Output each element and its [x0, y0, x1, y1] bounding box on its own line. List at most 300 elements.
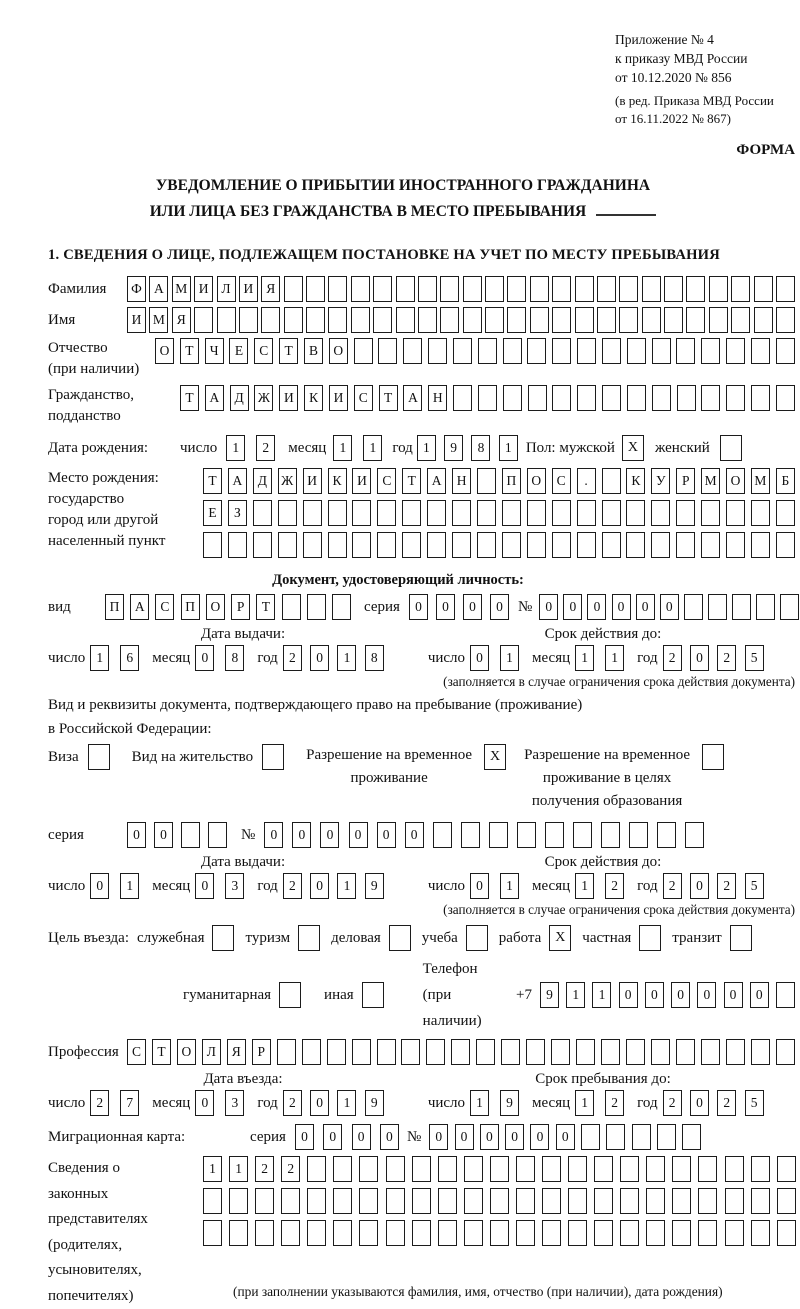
char-cell[interactable]: 0	[539, 594, 558, 620]
char-cell[interactable]: А	[205, 385, 224, 411]
char-cell[interactable]: 0	[429, 1124, 448, 1150]
char-cell[interactable]: 2	[663, 645, 682, 671]
purpose-study-checkbox[interactable]	[466, 925, 488, 951]
char-cell[interactable]: 2	[256, 435, 275, 461]
char-cell[interactable]	[373, 276, 392, 302]
char-cell[interactable]	[677, 385, 696, 411]
char-cell[interactable]: 1	[499, 435, 518, 461]
char-cell[interactable]	[396, 276, 415, 302]
char-cell[interactable]	[527, 500, 546, 526]
char-cell[interactable]	[642, 276, 661, 302]
char-cell[interactable]	[597, 307, 616, 333]
char-cell[interactable]: Н	[452, 468, 471, 494]
char-cell[interactable]	[527, 338, 546, 364]
char-cell[interactable]	[657, 1124, 676, 1150]
char-cell[interactable]	[776, 982, 795, 1008]
char-cell[interactable]	[776, 276, 795, 302]
char-cell[interactable]: 0	[320, 822, 339, 848]
char-cell[interactable]: 0	[405, 822, 424, 848]
char-cell[interactable]: 0	[436, 594, 455, 620]
char-cell[interactable]	[386, 1156, 405, 1182]
char-cell[interactable]: Р	[676, 468, 695, 494]
char-cell[interactable]	[709, 307, 728, 333]
char-cell[interactable]: 0	[660, 594, 679, 620]
char-cell[interactable]: 0	[455, 1124, 474, 1150]
char-cell[interactable]: Р	[252, 1039, 271, 1065]
char-cell[interactable]	[701, 500, 720, 526]
char-cell[interactable]	[568, 1188, 587, 1214]
char-cell[interactable]	[676, 500, 695, 526]
char-cell[interactable]	[386, 1188, 405, 1214]
char-cell[interactable]	[373, 307, 392, 333]
char-cell[interactable]	[194, 307, 213, 333]
char-cell[interactable]	[351, 276, 370, 302]
char-cell[interactable]: М	[172, 276, 191, 302]
char-cell[interactable]	[602, 532, 621, 558]
char-cell[interactable]	[751, 1188, 770, 1214]
char-cell[interactable]: Я	[172, 307, 191, 333]
char-cell[interactable]	[686, 276, 705, 302]
char-cell[interactable]	[601, 1039, 620, 1065]
char-cell[interactable]: 1	[363, 435, 382, 461]
char-cell[interactable]	[333, 1188, 352, 1214]
char-cell[interactable]: 9	[365, 1090, 384, 1116]
char-cell[interactable]	[517, 822, 536, 848]
char-cell[interactable]: И	[329, 385, 348, 411]
char-cell[interactable]	[503, 385, 522, 411]
char-cell[interactable]	[545, 822, 564, 848]
char-cell[interactable]: 0	[292, 822, 311, 848]
char-cell[interactable]	[503, 338, 522, 364]
char-cell[interactable]: А	[130, 594, 149, 620]
char-cell[interactable]	[328, 307, 347, 333]
char-cell[interactable]: 1	[226, 435, 245, 461]
char-cell[interactable]	[485, 307, 504, 333]
char-cell[interactable]	[602, 385, 621, 411]
char-cell[interactable]	[427, 532, 446, 558]
char-cell[interactable]	[594, 1156, 613, 1182]
char-cell[interactable]	[576, 1039, 595, 1065]
char-cell[interactable]: Е	[229, 338, 248, 364]
char-cell[interactable]	[303, 532, 322, 558]
char-cell[interactable]	[528, 385, 547, 411]
char-cell[interactable]	[333, 1156, 352, 1182]
char-cell[interactable]: 1	[120, 873, 139, 899]
char-cell[interactable]	[452, 500, 471, 526]
char-cell[interactable]	[452, 532, 471, 558]
char-cell[interactable]: А	[149, 276, 168, 302]
char-cell[interactable]	[626, 532, 645, 558]
char-cell[interactable]	[672, 1188, 691, 1214]
char-cell[interactable]	[698, 1220, 717, 1246]
char-cell[interactable]	[477, 468, 496, 494]
char-cell[interactable]	[478, 338, 497, 364]
char-cell[interactable]: 6	[120, 645, 139, 671]
char-cell[interactable]: Я	[227, 1039, 246, 1065]
char-cell[interactable]	[284, 276, 303, 302]
char-cell[interactable]	[651, 500, 670, 526]
char-cell[interactable]: С	[552, 468, 571, 494]
char-cell[interactable]: 0	[195, 1090, 214, 1116]
char-cell[interactable]	[620, 1156, 639, 1182]
char-cell[interactable]	[463, 276, 482, 302]
char-cell[interactable]	[426, 1039, 445, 1065]
char-cell[interactable]	[651, 1039, 670, 1065]
char-cell[interactable]	[261, 307, 280, 333]
char-cell[interactable]	[418, 276, 437, 302]
char-cell[interactable]: 0	[470, 873, 489, 899]
char-cell[interactable]	[359, 1220, 378, 1246]
char-cell[interactable]: 0	[724, 982, 743, 1008]
char-cell[interactable]: 1	[337, 645, 356, 671]
char-cell[interactable]: И	[279, 385, 298, 411]
char-cell[interactable]: 0	[195, 645, 214, 671]
char-cell[interactable]: С	[155, 594, 174, 620]
char-cell[interactable]	[440, 276, 459, 302]
char-cell[interactable]: А	[403, 385, 422, 411]
char-cell[interactable]: Т	[402, 468, 421, 494]
char-cell[interactable]: 0	[645, 982, 664, 1008]
char-cell[interactable]	[386, 1220, 405, 1246]
char-cell[interactable]: 2	[605, 873, 624, 899]
char-cell[interactable]	[412, 1220, 431, 1246]
char-cell[interactable]	[597, 276, 616, 302]
char-cell[interactable]	[228, 532, 247, 558]
char-cell[interactable]	[780, 594, 799, 620]
char-cell[interactable]: 1	[566, 982, 585, 1008]
char-cell[interactable]	[485, 276, 504, 302]
char-cell[interactable]: .	[577, 468, 596, 494]
char-cell[interactable]: 0	[750, 982, 769, 1008]
char-cell[interactable]	[440, 307, 459, 333]
char-cell[interactable]	[594, 1188, 613, 1214]
char-cell[interactable]	[708, 594, 727, 620]
char-cell[interactable]	[676, 532, 695, 558]
char-cell[interactable]	[751, 1039, 770, 1065]
char-cell[interactable]	[418, 307, 437, 333]
char-cell[interactable]	[229, 1220, 248, 1246]
char-cell[interactable]	[463, 307, 482, 333]
char-cell[interactable]	[530, 307, 549, 333]
char-cell[interactable]	[352, 1039, 371, 1065]
char-cell[interactable]	[751, 1156, 770, 1182]
char-cell[interactable]	[217, 307, 236, 333]
char-cell[interactable]	[751, 338, 770, 364]
char-cell[interactable]: К	[304, 385, 323, 411]
char-cell[interactable]: О	[527, 468, 546, 494]
char-cell[interactable]: С	[377, 468, 396, 494]
visa-checkbox[interactable]	[88, 744, 110, 770]
char-cell[interactable]	[527, 532, 546, 558]
char-cell[interactable]	[575, 307, 594, 333]
char-cell[interactable]	[552, 276, 571, 302]
char-cell[interactable]: 0	[352, 1124, 371, 1150]
char-cell[interactable]	[646, 1156, 665, 1182]
char-cell[interactable]	[685, 822, 704, 848]
char-cell[interactable]	[453, 338, 472, 364]
char-cell[interactable]: И	[239, 276, 258, 302]
char-cell[interactable]	[672, 1156, 691, 1182]
char-cell[interactable]: 1	[575, 1090, 594, 1116]
char-cell[interactable]	[542, 1220, 561, 1246]
char-cell[interactable]	[651, 532, 670, 558]
char-cell[interactable]: 9	[540, 982, 559, 1008]
char-cell[interactable]: Д	[253, 468, 272, 494]
char-cell[interactable]: 1	[337, 873, 356, 899]
char-cell[interactable]	[303, 500, 322, 526]
char-cell[interactable]: 7	[120, 1090, 139, 1116]
char-cell[interactable]: 1	[575, 645, 594, 671]
char-cell[interactable]	[542, 1188, 561, 1214]
char-cell[interactable]: Ч	[205, 338, 224, 364]
char-cell[interactable]	[278, 500, 297, 526]
char-cell[interactable]	[328, 532, 347, 558]
char-cell[interactable]: В	[304, 338, 323, 364]
char-cell[interactable]	[203, 1220, 222, 1246]
char-cell[interactable]	[476, 1039, 495, 1065]
char-cell[interactable]: И	[194, 276, 213, 302]
char-cell[interactable]: 9	[500, 1090, 519, 1116]
char-cell[interactable]: Т	[279, 338, 298, 364]
char-cell[interactable]: 2	[90, 1090, 109, 1116]
char-cell[interactable]: 0	[264, 822, 283, 848]
char-cell[interactable]	[552, 307, 571, 333]
char-cell[interactable]: М	[701, 468, 720, 494]
char-cell[interactable]	[181, 822, 200, 848]
char-cell[interactable]	[698, 1156, 717, 1182]
char-cell[interactable]: 8	[471, 435, 490, 461]
char-cell[interactable]	[306, 307, 325, 333]
char-cell[interactable]: 2	[255, 1156, 274, 1182]
char-cell[interactable]	[552, 338, 571, 364]
char-cell[interactable]: 0	[310, 1090, 329, 1116]
char-cell[interactable]	[490, 1156, 509, 1182]
char-cell[interactable]	[664, 276, 683, 302]
char-cell[interactable]: О	[155, 338, 174, 364]
char-cell[interactable]: П	[502, 468, 521, 494]
char-cell[interactable]	[657, 822, 676, 848]
temp-residence-education-checkbox[interactable]	[702, 744, 724, 770]
char-cell[interactable]: 2	[283, 1090, 302, 1116]
char-cell[interactable]	[726, 385, 745, 411]
char-cell[interactable]: 0	[671, 982, 690, 1008]
char-cell[interactable]: З	[228, 500, 247, 526]
char-cell[interactable]	[412, 1156, 431, 1182]
char-cell[interactable]	[277, 1039, 296, 1065]
char-cell[interactable]	[461, 822, 480, 848]
char-cell[interactable]	[351, 307, 370, 333]
char-cell[interactable]	[501, 1039, 520, 1065]
char-cell[interactable]: К	[626, 468, 645, 494]
char-cell[interactable]	[328, 500, 347, 526]
char-cell[interactable]	[701, 338, 720, 364]
char-cell[interactable]	[646, 1188, 665, 1214]
char-cell[interactable]: Б	[776, 468, 795, 494]
char-cell[interactable]: А	[427, 468, 446, 494]
char-cell[interactable]: П	[181, 594, 200, 620]
char-cell[interactable]	[725, 1156, 744, 1182]
char-cell[interactable]: 2	[283, 873, 302, 899]
char-cell[interactable]: 1	[500, 645, 519, 671]
char-cell[interactable]: 8	[365, 645, 384, 671]
char-cell[interactable]	[332, 594, 351, 620]
char-cell[interactable]	[451, 1039, 470, 1065]
char-cell[interactable]	[203, 1188, 222, 1214]
char-cell[interactable]	[619, 307, 638, 333]
char-cell[interactable]	[601, 822, 620, 848]
char-cell[interactable]	[403, 338, 422, 364]
char-cell[interactable]	[776, 500, 795, 526]
char-cell[interactable]	[777, 1156, 796, 1182]
char-cell[interactable]	[627, 385, 646, 411]
char-cell[interactable]	[575, 276, 594, 302]
char-cell[interactable]	[606, 1124, 625, 1150]
char-cell[interactable]	[751, 532, 770, 558]
char-cell[interactable]: 0	[690, 645, 709, 671]
char-cell[interactable]: 3	[225, 1090, 244, 1116]
char-cell[interactable]	[776, 532, 795, 558]
char-cell[interactable]: О	[726, 468, 745, 494]
char-cell[interactable]	[602, 500, 621, 526]
char-cell[interactable]: 1	[229, 1156, 248, 1182]
char-cell[interactable]: 0	[127, 822, 146, 848]
char-cell[interactable]	[229, 1188, 248, 1214]
char-cell[interactable]: 3	[225, 873, 244, 899]
char-cell[interactable]	[777, 1188, 796, 1214]
char-cell[interactable]: Л	[217, 276, 236, 302]
char-cell[interactable]	[652, 338, 671, 364]
char-cell[interactable]	[731, 307, 750, 333]
purpose-other-checkbox[interactable]	[362, 982, 384, 1008]
char-cell[interactable]	[490, 1188, 509, 1214]
char-cell[interactable]: П	[105, 594, 124, 620]
char-cell[interactable]: 0	[690, 1090, 709, 1116]
temp-residence-checkbox[interactable]: X	[484, 744, 506, 770]
char-cell[interactable]	[632, 1124, 651, 1150]
char-cell[interactable]	[377, 500, 396, 526]
purpose-humanitarian-checkbox[interactable]	[279, 982, 301, 1008]
char-cell[interactable]	[284, 307, 303, 333]
char-cell[interactable]: 0	[505, 1124, 524, 1150]
char-cell[interactable]: Д	[230, 385, 249, 411]
char-cell[interactable]: 0	[295, 1124, 314, 1150]
char-cell[interactable]	[516, 1188, 535, 1214]
char-cell[interactable]	[629, 822, 648, 848]
char-cell[interactable]	[464, 1156, 483, 1182]
char-cell[interactable]	[352, 500, 371, 526]
char-cell[interactable]: Т	[379, 385, 398, 411]
char-cell[interactable]	[239, 307, 258, 333]
char-cell[interactable]: 1	[500, 873, 519, 899]
char-cell[interactable]	[725, 1220, 744, 1246]
char-cell[interactable]: Л	[202, 1039, 221, 1065]
char-cell[interactable]	[530, 276, 549, 302]
char-cell[interactable]: Т	[256, 594, 275, 620]
char-cell[interactable]	[642, 307, 661, 333]
char-cell[interactable]	[402, 500, 421, 526]
char-cell[interactable]: 0	[690, 873, 709, 899]
char-cell[interactable]	[551, 1039, 570, 1065]
char-cell[interactable]	[676, 338, 695, 364]
char-cell[interactable]: С	[254, 338, 273, 364]
char-cell[interactable]	[255, 1220, 274, 1246]
char-cell[interactable]	[281, 1188, 300, 1214]
char-cell[interactable]	[602, 468, 621, 494]
char-cell[interactable]	[620, 1220, 639, 1246]
char-cell[interactable]: Е	[203, 500, 222, 526]
char-cell[interactable]	[754, 307, 773, 333]
char-cell[interactable]	[396, 307, 415, 333]
char-cell[interactable]: 1	[203, 1156, 222, 1182]
char-cell[interactable]: К	[328, 468, 347, 494]
char-cell[interactable]	[686, 307, 705, 333]
char-cell[interactable]: 2	[605, 1090, 624, 1116]
char-cell[interactable]: 2	[663, 873, 682, 899]
char-cell[interactable]: 0	[380, 1124, 399, 1150]
char-cell[interactable]	[377, 532, 396, 558]
char-cell[interactable]: Ж	[278, 468, 297, 494]
char-cell[interactable]: 0	[619, 982, 638, 1008]
char-cell[interactable]: 8	[225, 645, 244, 671]
char-cell[interactable]	[208, 822, 227, 848]
char-cell[interactable]	[354, 338, 373, 364]
char-cell[interactable]	[726, 338, 745, 364]
char-cell[interactable]	[253, 532, 272, 558]
char-cell[interactable]	[726, 1039, 745, 1065]
char-cell[interactable]	[751, 385, 770, 411]
char-cell[interactable]	[568, 1156, 587, 1182]
char-cell[interactable]: Ф	[127, 276, 146, 302]
char-cell[interactable]	[577, 338, 596, 364]
char-cell[interactable]: Т	[203, 468, 222, 494]
char-cell[interactable]: Т	[180, 385, 199, 411]
char-cell[interactable]	[464, 1188, 483, 1214]
char-cell[interactable]	[577, 532, 596, 558]
char-cell[interactable]	[359, 1188, 378, 1214]
char-cell[interactable]	[438, 1188, 457, 1214]
char-cell[interactable]	[306, 276, 325, 302]
char-cell[interactable]	[401, 1039, 420, 1065]
char-cell[interactable]	[516, 1220, 535, 1246]
char-cell[interactable]: О	[206, 594, 225, 620]
char-cell[interactable]	[627, 338, 646, 364]
char-cell[interactable]	[756, 594, 775, 620]
char-cell[interactable]	[427, 500, 446, 526]
char-cell[interactable]	[507, 307, 526, 333]
char-cell[interactable]: А	[228, 468, 247, 494]
char-cell[interactable]	[626, 500, 645, 526]
char-cell[interactable]	[776, 338, 795, 364]
char-cell[interactable]	[568, 1220, 587, 1246]
char-cell[interactable]: 2	[281, 1156, 300, 1182]
purpose-tourism-checkbox[interactable]	[298, 925, 320, 951]
char-cell[interactable]	[477, 500, 496, 526]
char-cell[interactable]: 0	[556, 1124, 575, 1150]
char-cell[interactable]	[307, 1156, 326, 1182]
char-cell[interactable]	[594, 1220, 613, 1246]
char-cell[interactable]	[352, 532, 371, 558]
char-cell[interactable]	[751, 1220, 770, 1246]
char-cell[interactable]	[502, 500, 521, 526]
char-cell[interactable]	[581, 1124, 600, 1150]
char-cell[interactable]: О	[329, 338, 348, 364]
purpose-private-checkbox[interactable]	[639, 925, 661, 951]
char-cell[interactable]: 0	[563, 594, 582, 620]
char-cell[interactable]	[626, 1039, 645, 1065]
char-cell[interactable]: 1	[592, 982, 611, 1008]
char-cell[interactable]	[412, 1188, 431, 1214]
char-cell[interactable]	[701, 1039, 720, 1065]
